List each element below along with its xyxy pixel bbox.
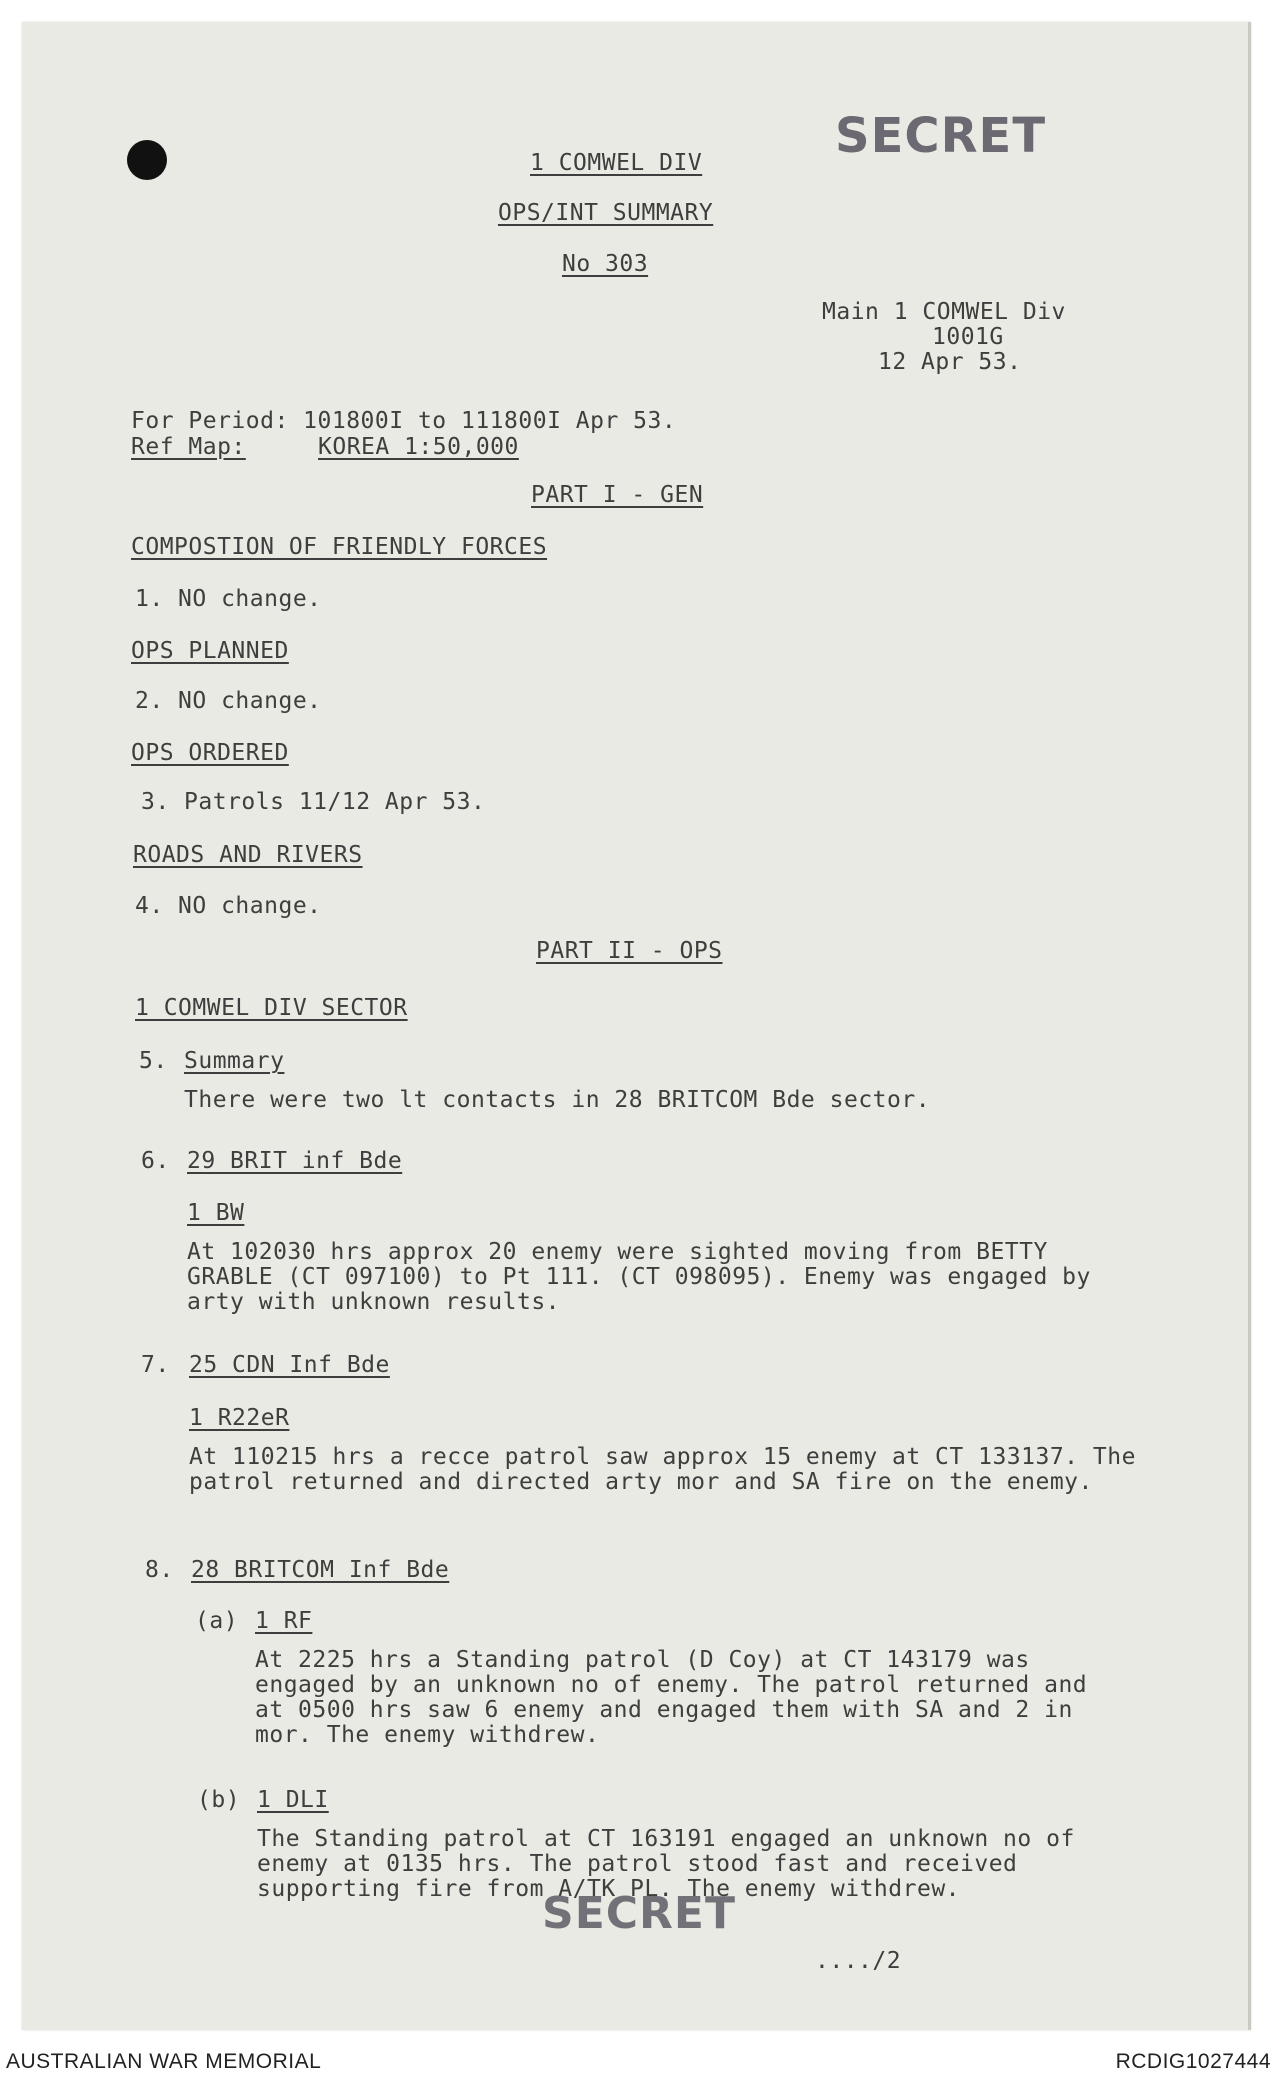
unit-heading: 1 RF bbox=[255, 1608, 313, 1634]
item-text: At 110215 hrs a recce patrol saw approx 15 enemy at CT 133137. The patrol returned and directed arty mor and SA fire on the enemy. bbox=[189, 1444, 1136, 1495]
section-heading: OPS PLANNED bbox=[131, 638, 289, 664]
section-heading: COMPOSTION OF FRIENDLY FORCES bbox=[131, 534, 548, 560]
part-1-heading: PART I - GEN bbox=[531, 482, 704, 508]
punch-hole bbox=[127, 140, 167, 180]
unit-heading: 1 R22eR bbox=[189, 1405, 290, 1431]
document-subtitle: OPS/INT SUMMARY bbox=[498, 200, 714, 226]
period-line: For Period: 101800I to 111800I Apr 53. bbox=[131, 408, 677, 434]
item-title: 29 BRIT inf Bde bbox=[187, 1148, 403, 1174]
sub-item-label: (b) bbox=[197, 1787, 241, 1813]
section-item: 3. Patrols 11/12 Apr 53. bbox=[141, 789, 486, 815]
secret-stamp-top: SECRET bbox=[835, 108, 1047, 164]
item-number: 6. bbox=[141, 1148, 170, 1174]
ref-map-label: Ref Map: bbox=[131, 434, 246, 460]
unit-heading: 1 DLI bbox=[257, 1787, 329, 1813]
secret-stamp-bottom: SECRET bbox=[542, 1888, 736, 1939]
ref-map-value: KOREA 1:50,000 bbox=[318, 434, 519, 460]
item-text: At 2225 hrs a Standing patrol (D Coy) at CT 143179 was engaged by an unknown no of enemy. The patrol returned and at 0500 hrs saw 6 enemy and engaged them with SA and 2 in mor. The enemy withdrew. bbox=[255, 1647, 1088, 1748]
section-item: 2. NO change. bbox=[135, 688, 322, 714]
section-item: 1. NO change. bbox=[135, 586, 322, 612]
sub-item-label: (a) bbox=[195, 1608, 239, 1634]
summary-text: There were two lt contacts in 28 BRITCOM Bde sector. bbox=[184, 1087, 931, 1113]
item-text: At 102030 hrs approx 20 enemy were sighted moving from BETTY GRABLE (CT 097100) to Pt 111. (CT 098095). Enemy was engaged by arty with unknown results. bbox=[187, 1239, 1091, 1315]
item-title: 28 BRITCOM Inf Bde bbox=[191, 1557, 450, 1583]
document-number: No 303 bbox=[562, 251, 649, 277]
document-title: 1 COMWEL DIV bbox=[530, 150, 703, 176]
item-number: 8. bbox=[145, 1557, 174, 1583]
item-number: 7. bbox=[141, 1352, 170, 1378]
footer-record-id: RCDIG1027444 bbox=[1115, 2050, 1271, 2073]
section-item: 4. NO change. bbox=[135, 893, 322, 919]
section-heading: ROADS AND RIVERS bbox=[133, 842, 363, 868]
footer-archive-name: AUSTRALIAN WAR MEMORIAL bbox=[6, 2050, 322, 2073]
item-text: The Standing patrol at CT 163191 engaged an unknown no of enemy at 0135 hrs. The patrol stood fast and received supporting fire from A/TK PL. The enemy withdrew. bbox=[257, 1826, 1075, 1902]
part-2-heading: PART II - OPS bbox=[536, 938, 723, 964]
unit-heading: 1 BW bbox=[187, 1200, 245, 1226]
item-title: Summary bbox=[184, 1048, 285, 1074]
section-heading: OPS ORDERED bbox=[131, 740, 289, 766]
origin-line-1: Main 1 COMWEL Div bbox=[822, 299, 1066, 325]
origin-line-2: 1001G bbox=[932, 324, 1004, 350]
item-number: 5. bbox=[139, 1048, 168, 1074]
origin-line-3: 12 Apr 53. bbox=[878, 349, 1022, 375]
continuation-marker: ..../2 bbox=[815, 1948, 902, 1974]
item-title: 25 CDN Inf Bde bbox=[189, 1352, 390, 1378]
sector-heading: 1 COMWEL DIV SECTOR bbox=[135, 995, 408, 1021]
